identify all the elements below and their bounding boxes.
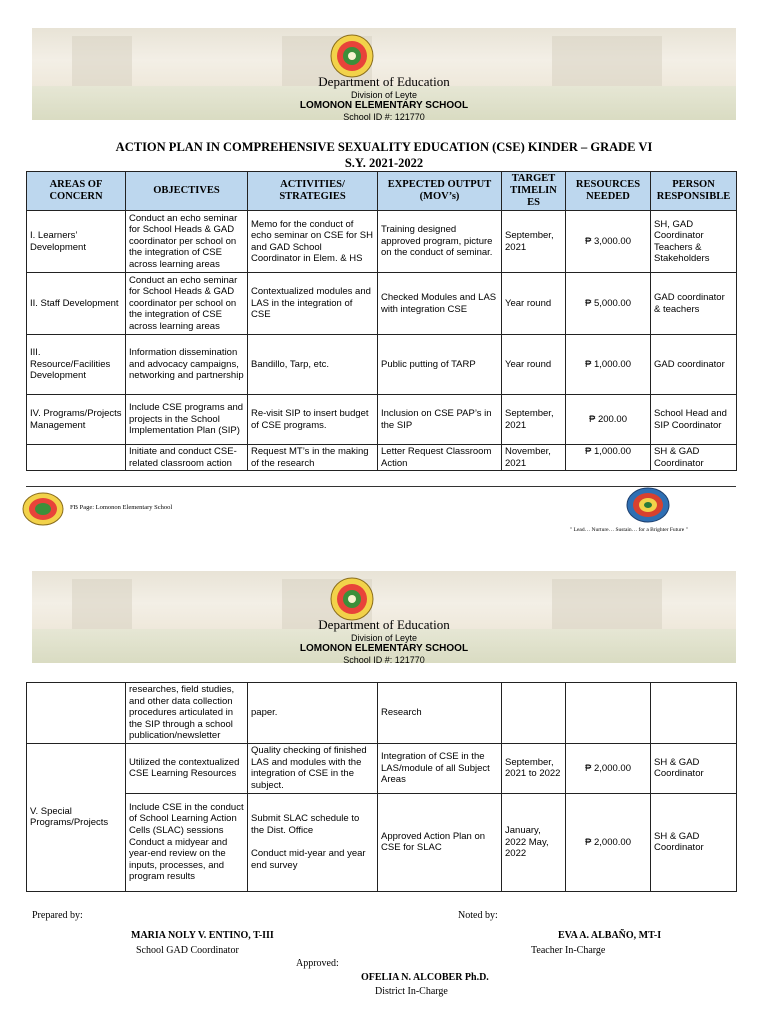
- fb-page-label: FB Page: Lomonon Elementary School: [70, 504, 173, 511]
- cell-output: Inclusion on CSE PAP’s in the SIP: [378, 395, 502, 445]
- cell-output: Letter Request Classroom Action: [378, 445, 502, 471]
- noted-by-label: Noted by:: [458, 910, 498, 921]
- cell-timeline: January, 2022 May, 2022: [502, 793, 566, 891]
- cell-person: SH & GAD Coordinator: [651, 743, 737, 793]
- school-id: School ID #: 121770: [343, 654, 425, 665]
- motto-text: " Lead… Nurture… Sustain… for a Brighter Future ": [570, 527, 688, 533]
- cell-objectives: Include CSE programs and projects in the School Implementation Plan (SIP): [126, 395, 248, 445]
- cell-person: SH & GAD Coordinator: [651, 445, 737, 471]
- cell-activities: Memo for the conduct of echo seminar on CSE for SH and GAD School Coordinator in Elem. & HS: [248, 211, 378, 273]
- cell-timeline: September, 2021: [502, 211, 566, 273]
- col-activities: ACTIVITIES/ STRATEGIES: [248, 172, 378, 211]
- action-plan-table-page2: [26, 682, 737, 892]
- department-name: Department of Education: [318, 74, 450, 89]
- prepared-by-name: MARIA NOLY V. ENTINO, T-III: [131, 930, 274, 941]
- cell-resources: ₱ 1,000.00: [566, 335, 651, 395]
- cell-resources: [566, 683, 651, 744]
- cell-objectives: Information dissemination and advocacy campaigns, networking and partnership: [126, 335, 248, 395]
- col-objectives: OBJECTIVES: [126, 172, 248, 211]
- table-row: [27, 273, 737, 335]
- cell-timeline: Year round: [502, 335, 566, 395]
- cell-activities: paper.: [248, 683, 378, 744]
- department-name: Department of Education: [318, 617, 450, 632]
- prepared-by-title: School GAD Coordinator: [136, 945, 239, 956]
- division-logo-icon: [626, 487, 670, 523]
- cell-activities: Bandillo, Tarp, etc.: [248, 335, 378, 395]
- cell-output: Approved Action Plan on CSE for SLAC: [378, 793, 502, 891]
- cell-resources: ₱ 3,000.00: [566, 211, 651, 273]
- cell-timeline: Year round: [502, 273, 566, 335]
- cell-area: II. Staff Development: [27, 273, 126, 335]
- cell-activities: Contextualized modules and LAS in the integration of CSE: [248, 273, 378, 335]
- cell-objectives: Conduct an echo seminar for School Heads & GAD coordinator per school on the integration of CSE across learning areas: [126, 273, 248, 335]
- cell-person: GAD coordinator & teachers: [651, 273, 737, 335]
- noted-by-name: EVA A. ALBAÑO, MT-I: [558, 930, 662, 941]
- action-plan-table-page1: [26, 171, 737, 471]
- cell-person: SH & GAD Coordinator: [651, 793, 737, 891]
- cell-output: Public putting of TARP: [378, 335, 502, 395]
- prepared-by-label: Prepared by:: [32, 910, 83, 921]
- cell-timeline: [502, 683, 566, 744]
- cell-area: I. Learners’ Development: [27, 211, 126, 273]
- school-id: School ID #: 121770: [343, 111, 425, 122]
- approved-name: OFELIA N. ALCOBER Ph.D.: [361, 972, 489, 983]
- col-areas-of-concern: AREAS OF CONCERN: [27, 172, 126, 211]
- cell-area: [27, 445, 126, 471]
- division-name: Division of Leyte: [350, 89, 418, 100]
- approved-label: Approved:: [296, 958, 339, 969]
- cell-activities: Request MT’s in the making of the research: [248, 445, 378, 471]
- cell-output: Checked Modules and LAS with integration CSE: [378, 273, 502, 335]
- cell-activities: Re-visit SIP to insert budget of CSE programs.: [248, 395, 378, 445]
- cell-timeline: September, 2021 to 2022: [502, 743, 566, 793]
- cell-objectives: Utilized the contextualized CSE Learning Resources: [126, 743, 248, 793]
- col-target-timeline: TARGET TIMELIN ES: [502, 172, 566, 211]
- footer-divider: [26, 486, 736, 487]
- approved-title: District In-Charge: [375, 986, 448, 997]
- cell-person: School Head and SIP Coordinator: [651, 395, 737, 445]
- school-seal-icon: [22, 492, 64, 526]
- table-row: [27, 743, 737, 793]
- col-expected-output: EXPECTED OUTPUT (MOV’s): [378, 172, 502, 211]
- cell-output: Integration of CSE in the LAS/module of all Subject Areas: [378, 743, 502, 793]
- school-name: LOMONON ELEMENTARY SCHOOL: [299, 643, 469, 655]
- cell-resources: ₱ 5,000.00: [566, 273, 651, 335]
- cell-timeline: September, 2021: [502, 395, 566, 445]
- cell-resources: ₱ 1,000.00: [566, 445, 651, 471]
- cell-person: [651, 683, 737, 744]
- cell-person: GAD coordinator: [651, 335, 737, 395]
- cell-objectives: researches, field studies, and other data collection procedures articulated in the SIP through a school publication/newsletter: [126, 683, 248, 744]
- deped-seal-icon: [330, 34, 374, 78]
- deped-seal-icon: [330, 577, 374, 621]
- cell-objectives: Include CSE in the conduct of School Learning Action Cells (SLAC) sessions Conduct a midyear and year-end review on the inputs, processes, and program results: [126, 793, 248, 891]
- table-row: [27, 211, 737, 273]
- cell-objectives: Conduct an echo seminar for School Heads & GAD coordinator per school on the integration of CSE across learning areas: [126, 211, 248, 273]
- cell-area: IV. Programs/Projects Management: [27, 395, 126, 445]
- cell-resources: ₱ 200.00: [566, 395, 651, 445]
- cell-area: [27, 683, 126, 744]
- division-name: Division of Leyte: [350, 632, 418, 643]
- school-year: S.Y. 2021-2022: [344, 156, 424, 171]
- cell-timeline: November, 2021: [502, 445, 566, 471]
- cell-resources: ₱ 2,000.00: [566, 743, 651, 793]
- cell-area: V. Special Programs/Projects: [27, 743, 126, 891]
- table-row: [27, 335, 737, 395]
- noted-by-title: Teacher In-Charge: [531, 945, 606, 956]
- table-row: [27, 445, 737, 471]
- cell-output: Training designed approved program, picture on the conduct of seminar.: [378, 211, 502, 273]
- cell-output: Research: [378, 683, 502, 744]
- cell-objectives: Initiate and conduct CSE-related classroom action: [126, 445, 248, 471]
- document-title: ACTION PLAN IN COMPREHENSIVE SEXUALITY EDUCATION (CSE) KINDER – GRADE VI: [115, 140, 653, 154]
- table-row: [27, 395, 737, 445]
- cell-activities: Quality checking of finished LAS and modules with the integration of CSE in the subject.: [248, 743, 378, 793]
- cell-person: SH, GAD Coordinator Teachers & Stakeholders: [651, 211, 737, 273]
- col-person-responsible: PERSON RESPONSIBLE: [651, 172, 737, 211]
- school-name: LOMONON ELEMENTARY SCHOOL: [299, 100, 469, 112]
- table-row: [27, 793, 737, 891]
- cell-area: III. Resource/Facilities Development: [27, 335, 126, 395]
- cell-activities: Submit SLAC schedule to the Dist. Office Conduct mid-year and year end survey: [248, 793, 378, 891]
- table-row: [27, 683, 737, 744]
- cell-resources: ₱ 2,000.00: [566, 793, 651, 891]
- col-resources-needed: RESOURCES NEEDED: [566, 172, 651, 211]
